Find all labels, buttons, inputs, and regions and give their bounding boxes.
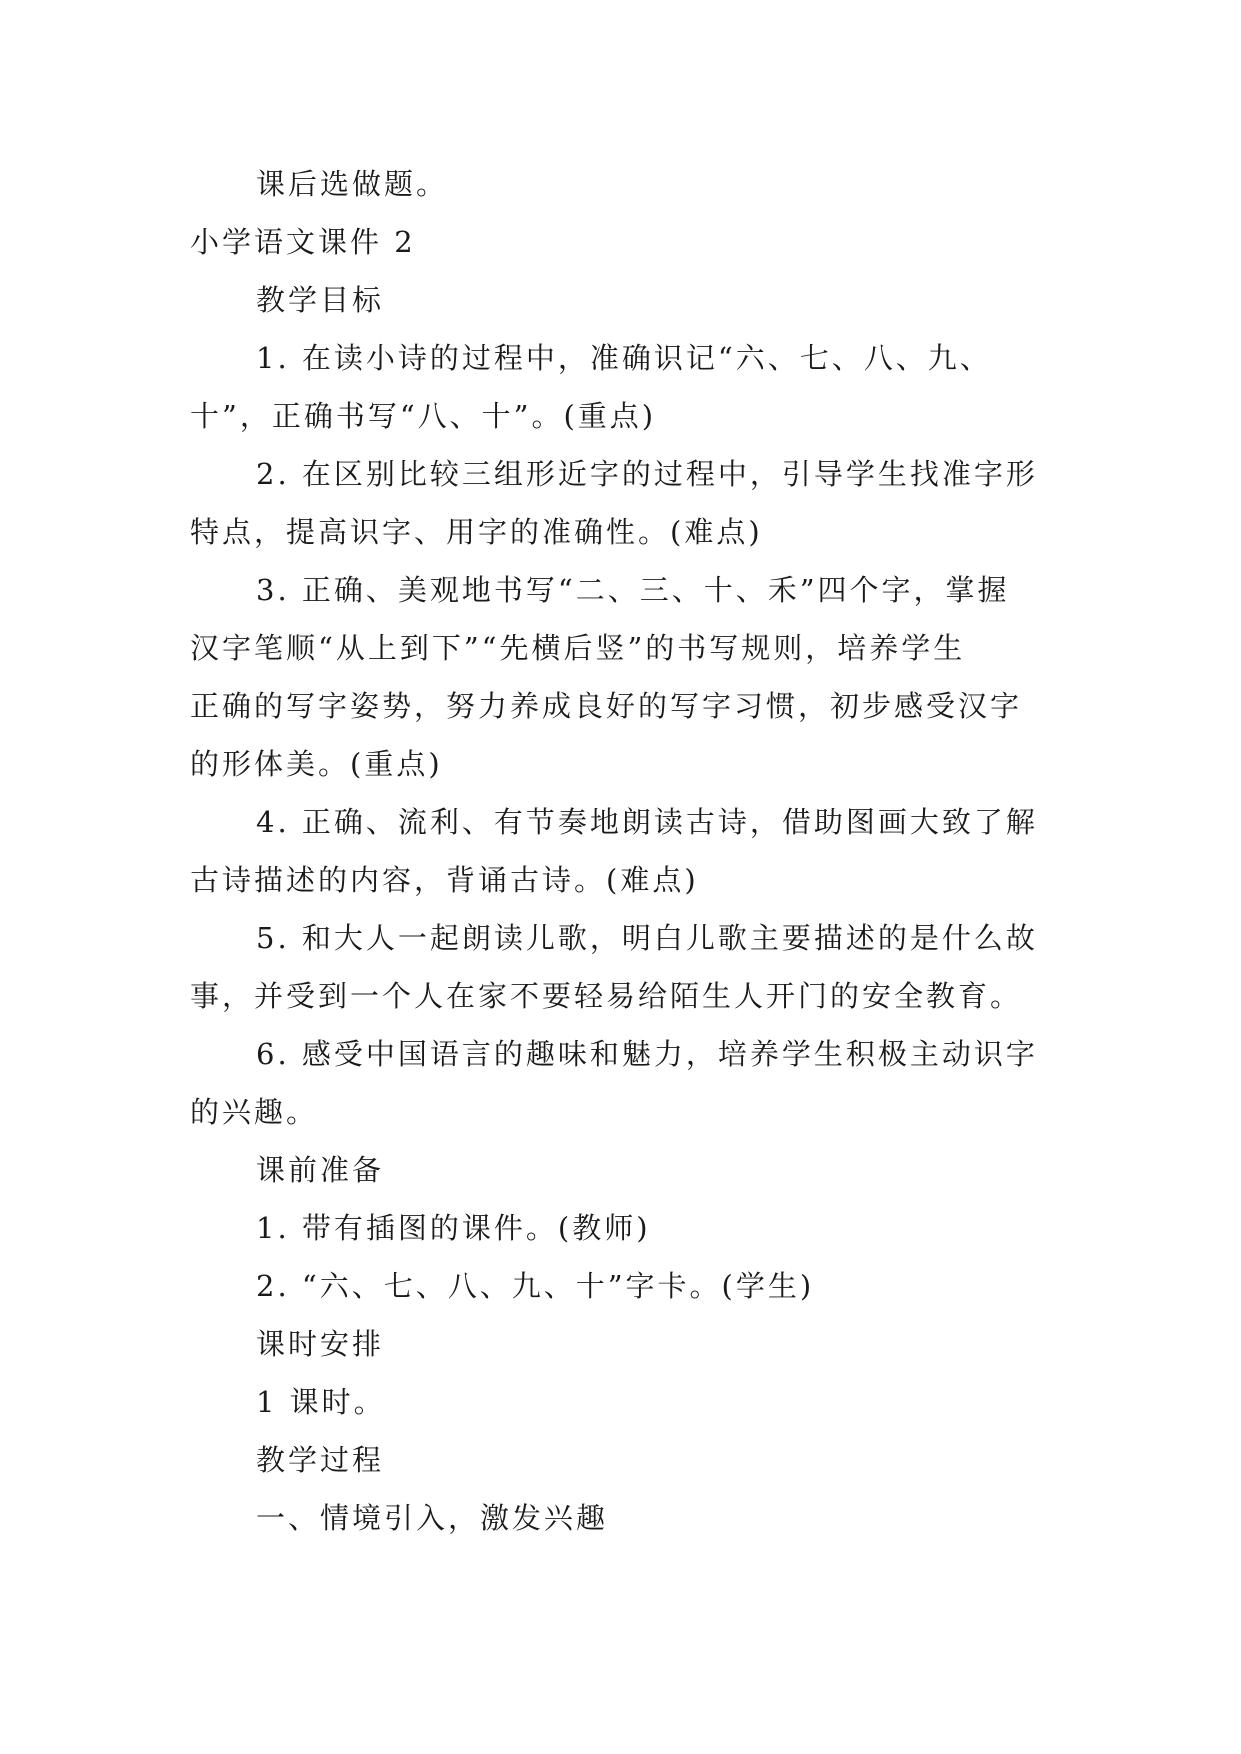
goal-3-line-3: 正确的写字姿势，努力养成良好的写字习惯，初步感受汉字 (190, 689, 1023, 723)
goal-4-line-2: 古诗描述的内容，背诵古诗。(难点) (190, 863, 699, 897)
goal-3-line-2: 汉字笔顺“从上到下”“先横后竖”的书写规则，培养学生 (190, 631, 966, 665)
goal-1-line-1: 1. 在读小诗的过程中，准确识记“六、七、八、九、 (256, 341, 992, 375)
subheading-preparation: 课前准备 (256, 1153, 385, 1187)
subheading-teaching-goals: 教学目标 (256, 283, 385, 317)
subheading-process: 教学过程 (256, 1443, 385, 1477)
goal-2-line-2: 特点，提高识字、用字的准确性。(难点) (190, 515, 763, 549)
goal-4-line-1: 4. 正确、流利、有节奏地朗读古诗，借助图画大致了解 (256, 805, 1038, 839)
preparation-item-2: 2. “六、七、八、九、十”字卡。(学生) (256, 1269, 815, 1303)
goal-2-line-1: 2. 在区别比较三组形近字的过程中，引导学生找准字形 (256, 457, 1038, 491)
goal-5-line-2: 事，并受到一个人在家不要轻易给陌生人开门的安全教育。 (190, 979, 1023, 1013)
preparation-item-1: 1. 带有插图的课件。(教师) (256, 1211, 651, 1245)
schedule-text: 1 课时。 (256, 1385, 386, 1419)
goal-6-line-2: 的兴趣。 (190, 1095, 319, 1129)
goal-3-line-4: 的形体美。(重点) (190, 747, 443, 781)
goal-3-line-1: 3. 正确、美观地书写“二、三、十、禾”四个字，掌握 (256, 573, 1010, 607)
goal-6-line-1: 6. 感受中国语言的趣味和魅力，培养学生积极主动识字 (256, 1037, 1038, 1071)
goal-5-line-1: 5. 和大人一起朗读儿歌，明白儿歌主要描述的是什么故 (256, 921, 1038, 955)
process-step-1: 一、情境引入，激发兴趣 (256, 1501, 609, 1535)
text-line-optional-homework: 课后选做题。 (256, 167, 449, 201)
section-title-courseware-2: 小学语文课件 2 (190, 225, 416, 259)
subheading-schedule: 课时安排 (256, 1327, 385, 1361)
goal-1-line-2: 十”，正确书写“八、十”。(重点) (190, 399, 657, 433)
